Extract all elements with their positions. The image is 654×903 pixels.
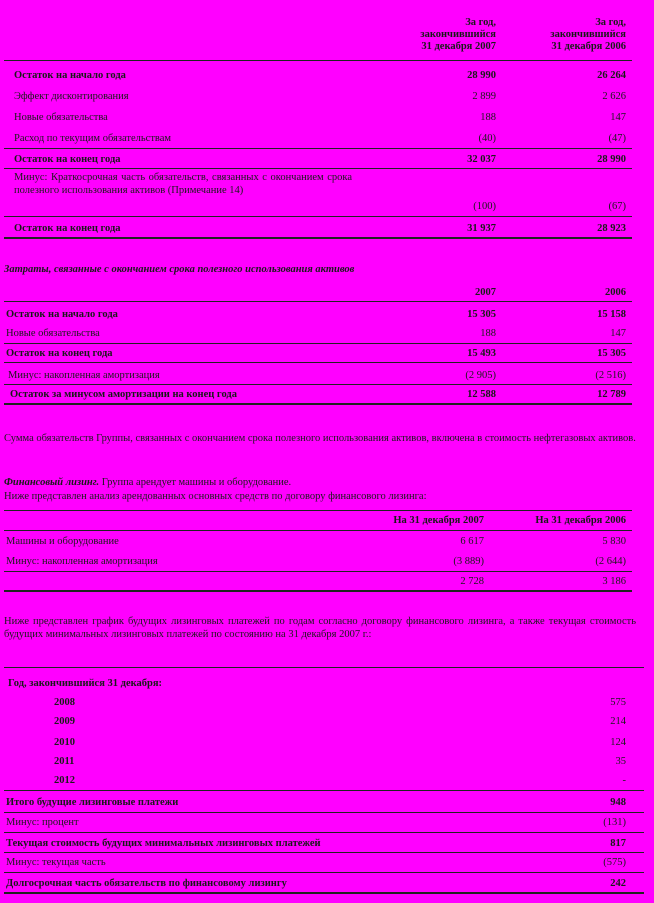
divider — [4, 237, 632, 239]
t1-col1-h2: 31 декабря 2007 — [421, 41, 496, 52]
t1-row-label: Расход по текущим обязательствам — [14, 133, 172, 144]
t1-col2-h1: закончившийся — [550, 29, 626, 40]
t1-row-v1: (40) — [478, 133, 496, 144]
lease-heading — [4, 477, 291, 489]
divider — [4, 571, 632, 572]
t1-row-v1: 31 937 — [467, 223, 496, 234]
t2-row-v1: 12 588 — [467, 389, 496, 400]
t1-row-v1: 28 990 — [467, 70, 496, 81]
lease-row-v1: 6 617 — [460, 536, 484, 547]
lease-row-v2: 5 830 — [602, 536, 626, 547]
t2-row-v1: 15 305 — [467, 309, 496, 320]
t4-year-value: 214 — [610, 716, 626, 727]
t4-year-label: 2008 — [54, 697, 75, 708]
divider — [4, 892, 644, 894]
divider — [4, 790, 644, 791]
t4-year-label: 2009 — [54, 716, 75, 727]
t2-row-v1: (2 905) — [465, 370, 496, 381]
lease-row-v2: (2 644) — [595, 556, 626, 567]
lease-row-v1: 2 728 — [460, 576, 484, 587]
t2-row-label: Остаток на начало года — [6, 309, 118, 320]
t2-row-label: Минус: накопленная амортизация — [8, 370, 160, 381]
divider — [4, 812, 644, 813]
divider — [4, 148, 632, 149]
divider — [4, 301, 632, 302]
t4-year-value: 124 — [610, 737, 626, 748]
t1-row-v2: 28 990 — [597, 154, 626, 165]
t2-col1-header: 2007 — [475, 287, 496, 298]
t1-row-label: Остаток на конец года — [14, 154, 121, 165]
t4-year-value: 35 — [615, 756, 626, 767]
t4-row-label: Минус: процент — [6, 817, 79, 828]
t1-row-v2: (67) — [608, 201, 626, 212]
lease-col1-header: На 31 декабря 2007 — [393, 515, 484, 526]
t2-col2-header: 2006 — [605, 287, 626, 298]
t1-col1-header — [380, 17, 496, 53]
t1-row-v2: 147 — [610, 112, 626, 123]
t1-row-v1: 2 899 — [472, 91, 496, 102]
t4-row-label: Текущая стоимость будущих минимальных лизинговых платежей — [6, 838, 321, 849]
divider — [4, 60, 632, 61]
t4-row-label: Минус: текущая часть — [6, 857, 106, 868]
divider — [4, 667, 644, 668]
t2-row-v2: 147 — [610, 328, 626, 339]
divider — [4, 216, 632, 217]
t2-row-v1: 188 — [480, 328, 496, 339]
lease-col2-header: На 31 декабря 2006 — [535, 515, 626, 526]
t1-col2-h0: За год, — [595, 17, 626, 28]
t2-row-v2: 15 305 — [597, 348, 626, 359]
t1-row-v1: 188 — [480, 112, 496, 123]
divider — [4, 872, 644, 873]
t4-row-value: (575) — [603, 857, 626, 868]
t4-year-label: 2010 — [54, 737, 75, 748]
t1-row-label: Новые обязательства — [14, 112, 108, 123]
t2-row-label: Остаток на конец года — [6, 348, 113, 359]
lease-heading-rest: Группа арендует машины и оборудование. — [99, 477, 292, 488]
lease-intro: Ниже представлен анализ арендованных основных средств по договору финансового лизинга: — [4, 491, 427, 502]
t1-row-label: Эффект дисконтирования — [14, 91, 129, 102]
t4-year-value: 575 — [610, 697, 626, 708]
t4-row-label: Итого будущие лизинговые платежи — [6, 797, 179, 808]
t4-heading: Год, закончившийся 31 декабря: — [8, 678, 163, 689]
lease-row-v1: (3 889) — [453, 556, 484, 567]
divider — [4, 832, 644, 833]
t1-col2-header — [506, 17, 626, 53]
divider — [4, 403, 632, 405]
divider — [4, 510, 632, 511]
t1-row-v1: (100) — [473, 201, 496, 212]
t2-row-v2: 15 158 — [597, 309, 626, 320]
t2-title: Затраты, связанные с окончанием срока полезного использования активов — [4, 264, 355, 275]
t1-row-v2: 28 923 — [597, 223, 626, 234]
t1-row-label: Остаток на конец года — [14, 223, 121, 234]
t1-col1-h1: закончившийся — [420, 29, 496, 40]
t2-row-label: Остаток за минусом амортизации на конец года — [10, 389, 237, 400]
t4-row-value: 948 — [610, 797, 626, 808]
t1-row-label: Минус: Краткосрочная часть обязательств, связанных с окончанием срока полезного использования активов (Примечание 14) — [14, 172, 352, 196]
lease-heading-italic: Финансовый лизинг. — [4, 477, 100, 488]
t4-year-label: 2012 — [54, 775, 75, 786]
lease-row-label: Минус: накопленная амортизация — [6, 556, 158, 567]
divider — [4, 168, 632, 169]
divider — [4, 590, 632, 592]
t4-row-value: (131) — [603, 817, 626, 828]
t4-year-label: 2011 — [54, 756, 75, 767]
divider — [4, 852, 644, 853]
t2-row-v2: 12 789 — [597, 389, 626, 400]
t1-row-v1: 32 037 — [467, 154, 496, 165]
t1-row-v2: (47) — [608, 133, 626, 144]
divider — [4, 530, 632, 531]
t2-row-v2: (2 516) — [595, 370, 626, 381]
divider — [4, 343, 632, 344]
paragraph-retirement: Сумма обязательств Группы, связанных с окончанием срока полезного использования активов, включена в стоимость нефтегазовых активов. — [4, 433, 636, 444]
t4-row-value: 817 — [610, 838, 626, 849]
divider — [4, 362, 632, 363]
divider — [4, 384, 632, 385]
t4-row-value: 242 — [610, 878, 626, 889]
t1-row-v2: 2 626 — [602, 91, 626, 102]
paragraph-schedule: Ниже представлен график будущих лизинговых платежей по годам согласно договору финансового лизинга, а также текущая стоимость будущих минимальных лизинговых платежей по состоянию на 31 декабря 2007 г.: — [4, 616, 636, 640]
t4-row-label: Долгосрочная часть обязательств по финансовому лизингу — [6, 878, 287, 889]
t1-col1-h0: За год, — [465, 17, 496, 28]
lease-row-v2: 3 186 — [602, 576, 626, 587]
t1-row-label: Остаток на начало года — [14, 70, 126, 81]
lease-row-label: Машины и оборудование — [6, 536, 119, 547]
t2-row-label: Новые обязательства — [6, 328, 100, 339]
t2-row-v1: 15 493 — [467, 348, 496, 359]
t4-year-value: - — [622, 775, 626, 786]
t1-col2-h2: 31 декабря 2006 — [551, 41, 626, 52]
t1-row-v2: 26 264 — [597, 70, 626, 81]
